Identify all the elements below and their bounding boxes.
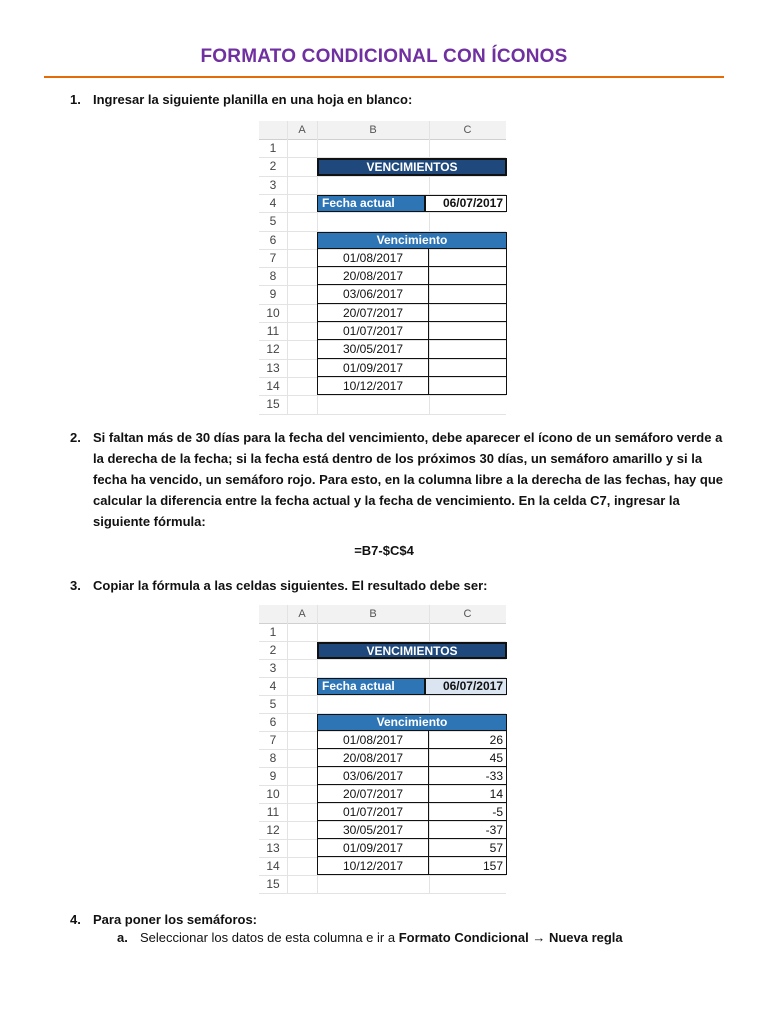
result-cell[interactable]: 14	[429, 785, 507, 803]
row-number[interactable]: 14	[266, 378, 280, 393]
row-number[interactable]: 3	[269, 177, 277, 192]
date-cell[interactable]: 01/09/2017	[317, 359, 429, 377]
date-cell[interactable]: 01/08/2017	[317, 731, 429, 749]
row-number[interactable]: 14	[266, 859, 280, 873]
step-text: Ingresar la siguiente planilla en una hoja en blanco:	[93, 92, 413, 107]
result-cell[interactable]: 157	[429, 857, 507, 875]
row-number[interactable]: 15	[266, 877, 280, 891]
sub-step-pre: Seleccionar los datos de esta columna e ir a	[140, 930, 399, 945]
grid-hline	[259, 659, 506, 660]
spreadsheet-1	[259, 121, 506, 414]
row-number[interactable]: 4	[269, 195, 277, 210]
page-title: FORMATO CONDICIONAL CON ÍCONOS	[200, 46, 568, 67]
grid-hline	[259, 695, 506, 696]
row-number[interactable]: 2	[269, 643, 277, 657]
row-number[interactable]: 10	[266, 787, 280, 801]
row-number[interactable]: 12	[266, 342, 280, 357]
row-number[interactable]: 15	[266, 397, 280, 412]
date-cell[interactable]: 03/06/2017	[317, 285, 429, 303]
date-cell[interactable]: 20/08/2017	[317, 749, 429, 767]
column-header-a[interactable]: A	[287, 605, 317, 624]
result-cell[interactable]	[429, 377, 507, 395]
row-number[interactable]: 13	[266, 841, 280, 855]
fecha-actual-label[interactable]: Fecha actual	[317, 195, 425, 212]
row-number[interactable]: 7	[269, 733, 277, 747]
row-number[interactable]: 9	[269, 769, 277, 783]
grid-hline	[259, 176, 506, 177]
date-cell[interactable]: 03/06/2017	[317, 767, 429, 785]
fecha-actual-label[interactable]: Fecha actual	[317, 678, 425, 695]
grid-hline	[259, 414, 506, 415]
step-text: Copiar la fórmula a las celdas siguientes. El resultado debe ser:	[93, 578, 488, 593]
fecha-actual-value[interactable]: 06/07/2017	[425, 678, 507, 695]
row-number[interactable]: 8	[269, 269, 277, 284]
row-number[interactable]: 12	[266, 823, 280, 837]
result-cell[interactable]: 45	[429, 749, 507, 767]
step-number: 2.	[70, 430, 81, 445]
row-number[interactable]: 5	[269, 697, 277, 711]
grid-hline	[259, 395, 506, 396]
column-header-b[interactable]: B	[317, 605, 429, 624]
vencimientos-banner[interactable]: VENCIMIENTOS	[317, 158, 507, 175]
column-header-a[interactable]: A	[287, 121, 317, 140]
result-cell[interactable]: -5	[429, 803, 507, 821]
result-cell[interactable]	[429, 304, 507, 322]
result-cell[interactable]	[429, 249, 507, 267]
column-header-c[interactable]: C	[429, 605, 506, 624]
row-number[interactable]: 4	[269, 679, 277, 693]
step-text: Para poner los semáforos:	[93, 912, 257, 927]
sheet-corner[interactable]	[259, 605, 287, 624]
date-cell[interactable]: 20/07/2017	[317, 304, 429, 322]
row-number[interactable]: 3	[269, 661, 277, 675]
result-cell[interactable]	[429, 267, 507, 285]
formula-text: =B7-$C$4	[354, 543, 414, 558]
result-cell[interactable]	[429, 359, 507, 377]
vencimiento-header[interactable]: Vencimiento	[317, 714, 507, 731]
result-cell[interactable]	[429, 322, 507, 340]
sheet-corner[interactable]	[259, 121, 287, 140]
date-cell[interactable]: 01/09/2017	[317, 839, 429, 857]
grid-hline	[259, 893, 506, 894]
step-text: Si faltan más de 30 días para la fecha del vencimiento, debe aparecer el ícono de un semáforo verde a la derecha de la fecha; si la fecha está dentro de los próximos 30 días, un semáforo amarillo y si la fecha ha vencido, un semáforo rojo. Para esto, en la columna libre a la derecha de las fechas, hay que calcular la diferencia entre la fecha actual y la fecha de vencimiento. En la celda C7, ingresar la siguiente fórmula:	[93, 430, 723, 529]
column-header-c[interactable]: C	[429, 121, 506, 140]
vencimiento-header[interactable]: Vencimiento	[317, 232, 507, 249]
row-number[interactable]: 11	[266, 324, 280, 338]
result-cell[interactable]: -33	[429, 767, 507, 785]
sub-step-text	[140, 930, 623, 945]
result-cell[interactable]	[429, 340, 507, 358]
row-number[interactable]: 8	[269, 751, 277, 765]
row-number[interactable]: 1	[269, 141, 277, 155]
result-cell[interactable]: 57	[429, 839, 507, 857]
row-number[interactable]: 6	[269, 232, 277, 247]
step-number: 3.	[70, 578, 81, 593]
spreadsheet-2	[259, 605, 506, 893]
result-cell[interactable]	[429, 285, 507, 303]
date-cell[interactable]: 20/08/2017	[317, 267, 429, 285]
menu-nueva-regla: Nueva regla	[548, 930, 623, 945]
row-number[interactable]: 2	[269, 159, 277, 174]
date-cell[interactable]: 30/05/2017	[317, 821, 429, 839]
date-cell[interactable]: 30/05/2017	[317, 340, 429, 358]
fecha-actual-value[interactable]: 06/07/2017	[425, 195, 507, 212]
row-number[interactable]: 11	[266, 805, 280, 819]
grid-hline	[259, 875, 506, 876]
step-number: 4.	[70, 912, 81, 927]
menu-formato-condicional: Formato Condicional	[398, 930, 529, 945]
sub-step-letter: a.	[117, 930, 128, 945]
column-header-b[interactable]: B	[317, 121, 429, 140]
row-number[interactable]: 10	[266, 305, 280, 320]
row-number[interactable]: 9	[269, 287, 277, 302]
date-cell[interactable]: 01/07/2017	[317, 322, 429, 340]
result-cell[interactable]: -37	[429, 821, 507, 839]
date-cell[interactable]: 10/12/2017	[317, 377, 429, 395]
date-cell[interactable]: 20/07/2017	[317, 785, 429, 803]
row-number[interactable]: 1	[269, 625, 277, 639]
row-number[interactable]: 7	[269, 250, 277, 265]
step-number: 1.	[70, 92, 81, 107]
date-cell[interactable]: 01/08/2017	[317, 249, 429, 267]
date-cell[interactable]: 01/07/2017	[317, 803, 429, 821]
row-number[interactable]: 13	[266, 360, 280, 375]
row-number[interactable]: 5	[269, 214, 277, 229]
date-cell[interactable]: 10/12/2017	[317, 857, 429, 875]
arrow-icon: →	[528, 930, 549, 945]
result-cell[interactable]: 26	[429, 731, 507, 749]
row-number[interactable]: 6	[269, 715, 277, 729]
title-divider	[44, 76, 724, 78]
grid-hline	[259, 212, 506, 213]
vencimientos-banner[interactable]: VENCIMIENTOS	[317, 642, 507, 659]
